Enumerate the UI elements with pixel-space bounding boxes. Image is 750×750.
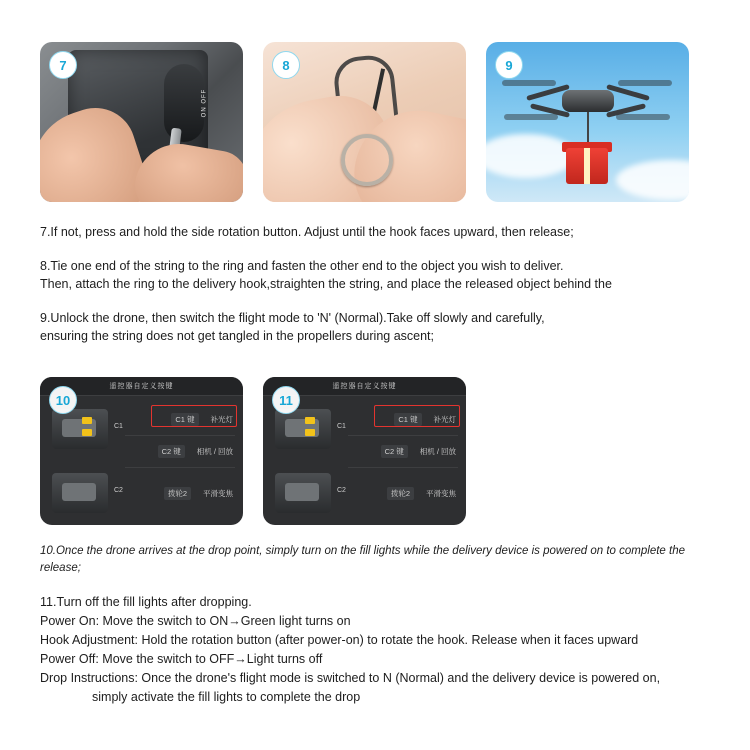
instruction-line: Power Off: Move the switch to OFF→Light turns off <box>40 652 323 666</box>
instruction-line: 8.Tie one end of the string to the ring and fasten the other end to the object you wish to deliver. <box>40 259 564 273</box>
propeller-shape <box>504 114 558 120</box>
instruction-line: Drop Instructions: Once the drone's flight mode is switched to N (Normal) and the delivery device is powered on, <box>40 671 661 685</box>
drone-body-shape <box>562 90 614 112</box>
setting-row-c1-left: C1 键 <box>171 413 198 426</box>
instruction-step-11 <box>40 593 710 707</box>
row-divider <box>125 467 235 468</box>
c2-highlight-marker <box>82 429 92 436</box>
setting-row-dial2[interactable] <box>164 487 233 500</box>
setting-row-c2[interactable] <box>381 445 456 458</box>
setting-row-c1[interactable] <box>171 413 233 426</box>
controller-diagram-bottom <box>52 473 108 513</box>
setting-row-c2-left: C2 键 <box>158 445 185 458</box>
step-badge-9: 9 <box>495 51 523 79</box>
cloud-shape <box>616 160 689 200</box>
cloud-shape <box>486 134 576 178</box>
setting-row-dial2-value: 平滑变焦 <box>203 489 233 498</box>
instruction-step-9 <box>40 309 710 345</box>
controller-slot-shape <box>164 64 204 142</box>
c2-label: C2 <box>114 487 123 494</box>
row-divider <box>348 467 458 468</box>
setting-row-dial2-value: 平滑变焦 <box>426 489 456 498</box>
setting-row-c1-value: 补光灯 <box>433 415 456 424</box>
c1-highlight-marker <box>82 417 92 424</box>
instruction-line: Power On: Move the switch to ON→Green light turns on <box>40 614 351 628</box>
c2-highlight-marker <box>305 429 315 436</box>
step-badge-11: 11 <box>272 386 300 414</box>
instruction-step-10: 10.Once the drone arrives at the drop point, simply turn on the fill lights while the delivery device is powered on to complete the release; <box>40 545 685 574</box>
metal-ring-shape <box>341 134 393 186</box>
setting-row-dial2-left: 拨轮2 <box>164 487 191 500</box>
screenshot-row <box>40 377 710 525</box>
screen-title: 遥控器自定义按键 <box>40 377 243 395</box>
gift-box-shape <box>566 148 608 184</box>
setting-row-c1-left: C1 键 <box>394 413 421 426</box>
screen-title: 遥控器自定义按键 <box>263 377 466 395</box>
instruction-line: 7.If not, press and hold the side rotation button. Adjust until the hook faces upward, then release; <box>40 225 574 239</box>
setting-row-c1-value: 补光灯 <box>210 415 233 424</box>
instruction-line: 11.Turn off the fill lights after dropping. <box>40 595 252 609</box>
remote-controller-custom-button-screen-11 <box>263 377 466 525</box>
instruction-line-indented: simply activate the fill lights to complete the drop <box>92 690 361 704</box>
setting-row-dial2-left: 拨轮2 <box>387 487 414 500</box>
drone-carrying-package-photo <box>486 42 689 202</box>
controller-diagram-bottom <box>275 473 331 513</box>
remote-controller-custom-button-screen-10 <box>40 377 243 525</box>
c1-label: C1 <box>337 423 346 430</box>
step-badge-7: 7 <box>49 51 77 79</box>
setting-row-c2-value: 相机 / 回放 <box>196 447 233 456</box>
switch-label-text: ON OFF <box>201 88 208 118</box>
c2-label: C2 <box>337 487 346 494</box>
instruction-line: Hook Adjustment: Hold the rotation button (after power-on) to rotate the hook. Release when it faces upward <box>40 633 639 647</box>
instruction-line: Then, attach the ring to the delivery hook,straighten the string, and place the released object behind the <box>40 277 612 291</box>
instruction-step-8 <box>40 257 710 293</box>
setting-row-c2-value: 相机 / 回放 <box>419 447 456 456</box>
c1-highlight-marker <box>305 417 315 424</box>
propeller-shape <box>616 114 670 120</box>
instruction-line: ensuring the string does not get tangled in the propellers during ascent; <box>40 329 435 343</box>
controller-diagram-top <box>275 409 331 449</box>
photo-row <box>40 0 710 202</box>
ring-and-string-photo <box>263 42 466 202</box>
row-divider <box>348 435 458 436</box>
controller-diagram-top <box>52 409 108 449</box>
setting-row-c2-left: C2 键 <box>381 445 408 458</box>
propeller-shape <box>618 80 672 86</box>
setting-row-c2[interactable] <box>158 445 233 458</box>
step-badge-8: 8 <box>272 51 300 79</box>
step-badge-10: 10 <box>49 386 77 414</box>
setting-row-dial2[interactable] <box>387 487 456 500</box>
setting-row-c1[interactable] <box>394 413 456 426</box>
propeller-shape <box>502 80 556 86</box>
controller-side-rotation-button-photo <box>40 42 243 202</box>
instruction-line: 9.Unlock the drone, then switch the flight mode to 'N' (Normal).Take off slowly and carefully, <box>40 311 545 325</box>
c1-label: C1 <box>114 423 123 430</box>
row-divider <box>125 435 235 436</box>
instruction-step-7 <box>40 223 710 241</box>
